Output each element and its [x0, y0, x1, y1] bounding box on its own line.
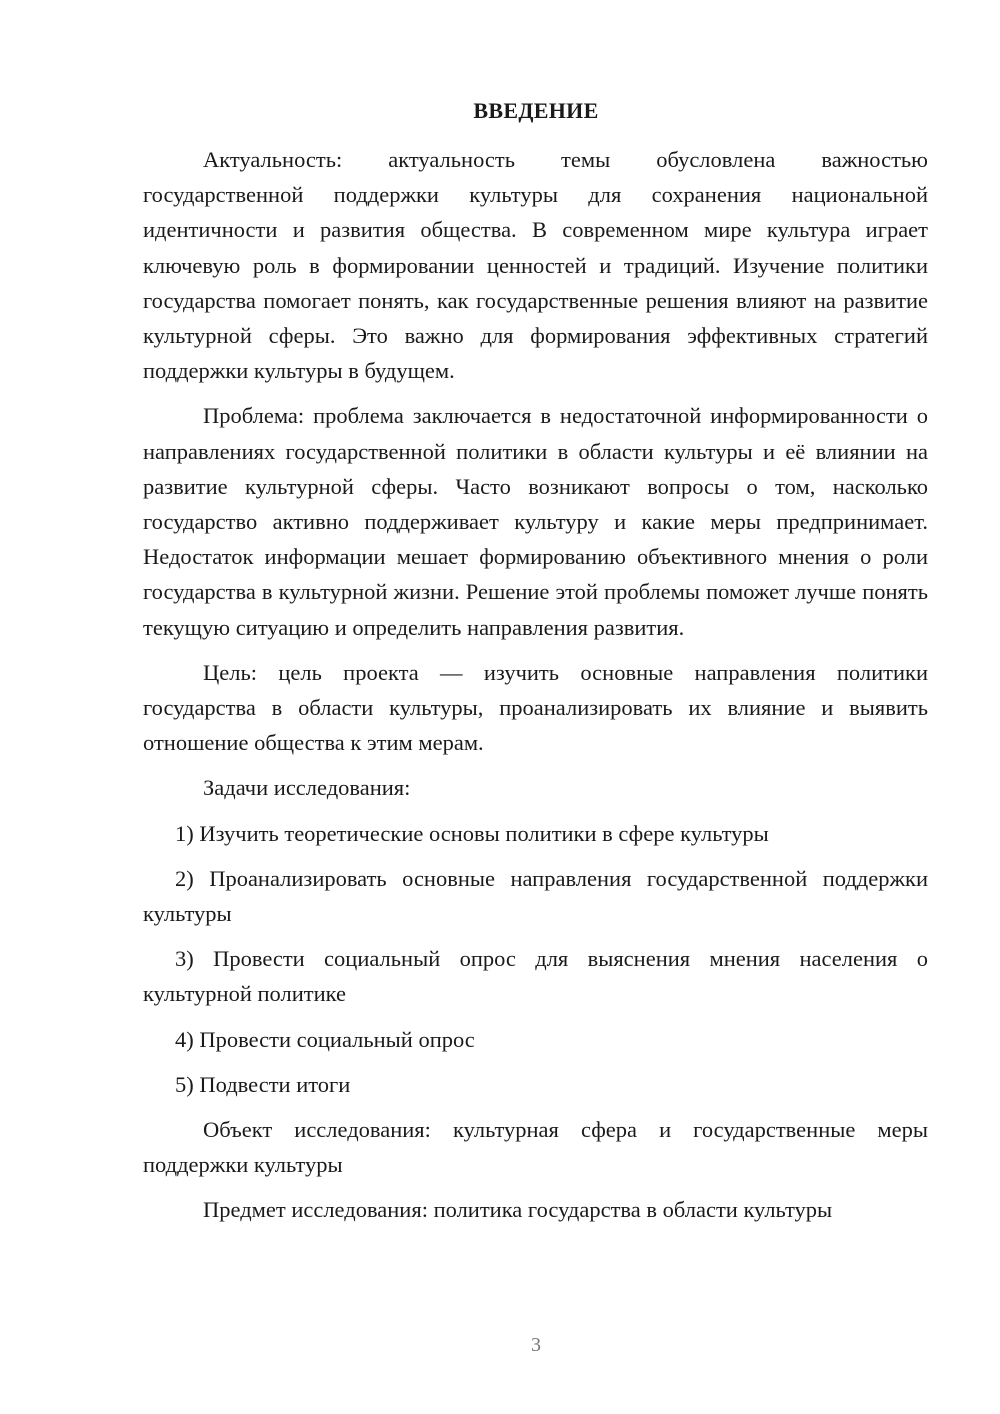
list-item: 2) Проанализировать основные направления государственной поддержки культуры: [143, 865, 928, 927]
tasks-heading: Задачи исследования:: [203, 775, 411, 801]
paragraph-problem: Проблема: проблема заключается в недостаточной информированности о направлениях государственной политики в области культуры и её влиянии на развитие культурной сферы. Часто возникают вопросы о том, насколько государство активно поддерживает культуру и какие меры предпринимает. Недостаток информации мешает формированию объективного мнения о роли государства в культурной жизни. Решение этой проблемы поможет лучше понять текущую ситуацию и определить направления развития.: [143, 403, 928, 640]
list-item: 1) Изучить теоретические основы политики в сфере культуры: [175, 820, 769, 846]
list-item: 5) Подвести итоги: [175, 1071, 351, 1097]
paragraph-goal: Цель: цель проекта — изучить основные направления политики государства в области культуры, проанализировать их влияние и выявить отношение общества к этим мерам.: [143, 659, 928, 756]
paragraph-object: Объект исследования: культурная сфера и государственные меры поддержки культуры: [143, 1117, 928, 1178]
page-number: 3: [531, 1334, 541, 1356]
document-body: [143, 142, 928, 1228]
list-item: 3) Провести социальный опрос для выяснения мнения населения о культурной политике: [143, 946, 928, 1007]
paragraph-relevance: Актуальность: актуальность темы обусловлена важностью государственной поддержки культуры для сохранения национальной идентичности и развития общества. В современном мире культура играет ключевую роль в формировании ценностей и традиций. Изучение политики государства помогает понять, как государственные решения влияют на развитие культурной сферы. Это важно для формирования эффективных стратегий поддержки культуры в будущем.: [143, 147, 928, 384]
list-item: 4) Провести социальный опрос: [175, 1026, 475, 1052]
paragraph-subject: Предмет исследования: политика государства в области культуры: [203, 1197, 833, 1223]
page-title: ВВЕДЕНИЕ: [473, 98, 599, 123]
